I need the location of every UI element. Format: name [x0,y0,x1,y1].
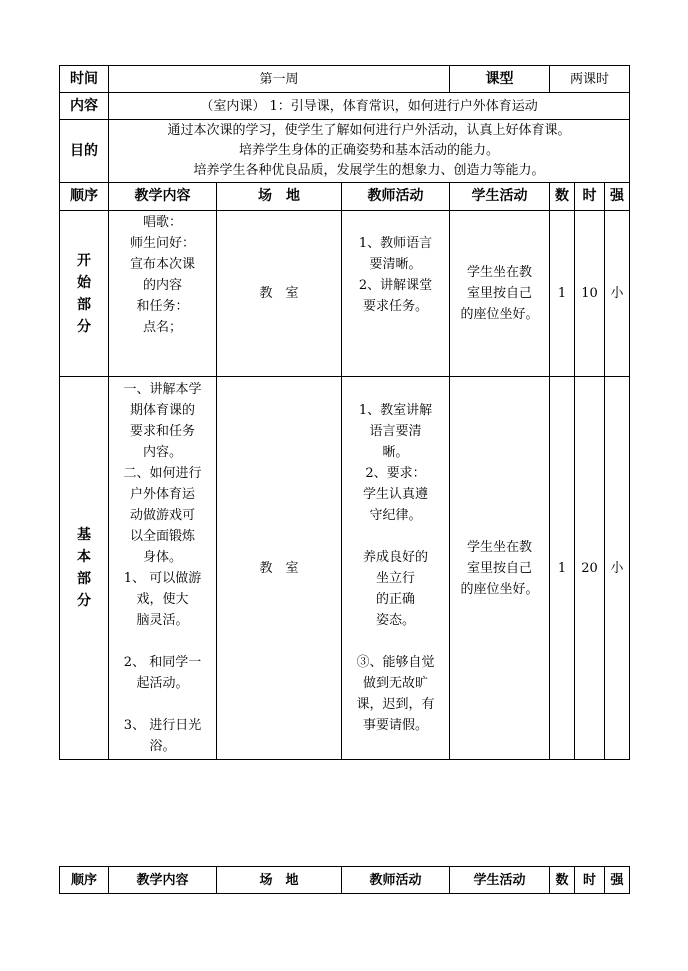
time-value: 20 [575,377,605,760]
teacher-line: 做到无故旷 [363,676,429,691]
student-activity [450,377,550,760]
col-intensity: 强 [605,183,630,211]
teacher-line [342,631,449,652]
content-row [60,93,630,120]
teacher-line: 晰。 [382,445,409,460]
col-teacher: 教师活动 [342,867,450,894]
content-line: 一、讲解本学 [123,382,202,397]
teacher-line: 2、要求： [365,466,426,481]
count-value: 1 [550,377,575,760]
content-line: 要求和任务 [129,424,195,439]
content-line: 和任务： [136,299,189,314]
section-name: 开 始 部 分 [60,211,109,377]
content-line: 3、 进行日光 [123,718,202,733]
col-count: 数 [550,867,575,894]
student-line: 室里按自己 [467,560,533,576]
content-line: 唱歌： [142,215,182,230]
teaching-content [109,377,217,760]
intensity-value: 小 [605,211,630,377]
content-line: 的内容 [142,278,182,293]
content-line: 二、如何进行 [123,466,202,481]
col-order: 顺序 [60,867,109,894]
content-label: 内容 [60,93,109,120]
teacher-line: 学生认真遵 [363,487,429,502]
content-line: 以全面锻炼 [129,529,195,544]
student-line: 学生坐在教 [467,539,533,555]
lesson-type-label: 课型 [450,66,550,93]
col-content: 教学内容 [109,867,217,894]
content-line: 师生问好： [129,236,195,251]
content-line: 浴。 [149,739,176,754]
venue: 教 室 [217,211,342,377]
goal-row [60,120,630,183]
teacher-activity [342,377,450,760]
col-teacher: 教师活动 [342,183,450,211]
footer-column-header-row [60,867,630,894]
teacher-line: 1、教室讲解 [358,403,433,418]
teacher-line: 1、教师语言 [358,236,433,251]
content-line: 动做游戏可 [129,508,195,523]
teacher-line: 的正确 [376,592,416,607]
teacher-line: 养成良好的 [363,550,429,565]
col-time: 时 [575,183,605,211]
teacher-line: 课，迟到，有 [356,697,435,712]
lesson-plan-table [59,65,630,760]
teacher-line: 事要请假。 [363,718,429,733]
col-student: 学生活动 [450,183,550,211]
content-line: 点名； [142,320,182,335]
content-line: 脑灵活。 [136,613,189,628]
teacher-line: 要清晰。 [369,257,422,272]
column-header-row [60,183,630,211]
col-time: 时 [575,867,605,894]
lesson-type-value: 两课时 [550,66,630,93]
goal-label: 目的 [60,120,109,183]
col-student: 学生活动 [450,867,550,894]
col-venue: 场 地 [217,183,342,211]
student-line: 室里按自己 [467,286,533,301]
content-line [109,694,216,715]
goal-line: 通过本次课的学习，使学生了解如何进行户外活动，认真上好体育课。 [167,123,571,138]
teaching-content [109,211,217,377]
teacher-line [342,526,449,547]
teacher-line: 姿态。 [376,613,416,628]
content-line: 户外体育运 [129,487,195,502]
student-line: 的座位坐好。 [460,307,539,322]
teacher-line: 语言要清 [369,424,422,439]
section-name: 基 本 部 分 [60,377,109,760]
content-line: 2、 和同学一 [123,655,202,670]
section-main-row [60,377,630,760]
student-line: 学生坐在教 [467,265,533,280]
col-order: 顺序 [60,183,109,211]
content-line: 内容。 [142,445,182,460]
teacher-line: 要求任务。 [363,299,429,314]
goal-line: 培养学生身体的正确姿势和基本活动的能力。 [239,143,500,158]
continued-header-table [59,866,630,894]
col-venue: 场 地 [217,867,342,894]
content-line: 身体。 [142,550,182,565]
venue: 教 室 [217,377,342,760]
section-start-row [60,211,630,377]
teacher-line: 2、讲解课堂 [358,278,433,293]
content-line: 宣布本次课 [129,257,195,272]
count-value: 1 [550,211,575,377]
content-line [109,631,216,652]
student-line: 的座位坐好。 [460,581,539,597]
content-line: 期体育课的 [129,403,195,418]
content-line: 1、 可以做游 [123,571,202,586]
col-content: 教学内容 [109,183,217,211]
content-value: （室内课） 1：引导课，体育常识，如何进行户外体育运动 [109,93,630,120]
intensity-value: 小 [605,377,630,760]
teacher-line: 守纪律。 [369,508,422,523]
student-activity [450,211,550,377]
col-count: 数 [550,183,575,211]
teacher-line: 坐立行 [376,571,416,586]
teacher-activity [342,211,450,377]
col-intensity: 强 [605,867,630,894]
goal-text [109,120,630,183]
goal-line: 培养学生各种优良品质，发展学生的想象力、创造力等能力。 [193,163,545,178]
week-value: 第一周 [109,66,450,93]
content-line: 起活动。 [136,676,189,691]
teacher-line: ③、能够自觉 [356,655,435,670]
time-value: 10 [575,211,605,377]
time-row [60,66,630,93]
content-line: 戏，使大 [136,592,189,607]
time-label: 时间 [60,66,109,93]
